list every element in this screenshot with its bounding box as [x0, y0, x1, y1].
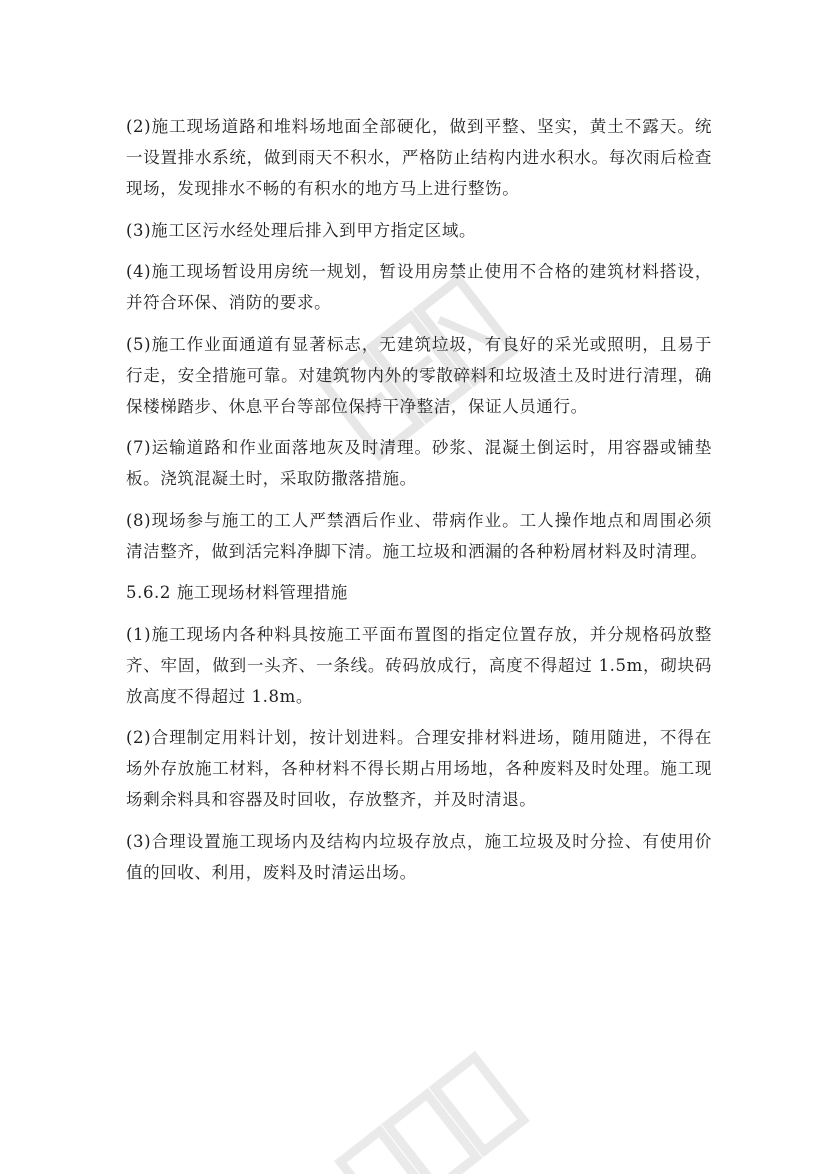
- paragraph-3: (3)施工区污水经处理后排入到甲方指定区域。: [126, 220, 477, 240]
- document-body: [126, 111, 712, 898]
- section-paragraph-1: (1)施工现场内各种料具按施工平面布置图的指定位置存放，并分规格码放整齐、牢固，做到一头齐、一条线。砖码放成行，高度不得超过 1.5m，砌块码放高度不得超过 1.8m。: [126, 624, 712, 706]
- paragraph-2: (2)施工现场道路和堆料场地面全部硬化，做到平整、坚实，黄土不露天。统一设置排水系统，做到雨天不积水，严格防止结构内进水积水。每次雨后检查现场，发现排水不畅的有积水的地方马上进行整饬。: [126, 117, 712, 198]
- section-paragraph-2: (2)合理制定用料计划，按计划进料。合理安排材料进场，随用随进，不得在场外存放施工材料，各种材料不得长期占用场地，各种废料及时处理。施工现场剩余料具和容器及时回收，存放整齐，并及时清退。: [126, 728, 712, 809]
- paragraph-7: (7)运输道路和作业面落地灰及时清理。砂浆、混凝土倒运时，用容器或铺垫板。浇筑混凝土时，采取防撒落措施。: [126, 438, 712, 488]
- paragraph-8: (8)现场参与施工的工人严禁酒后作业、带病作业。工人操作地点和周围必须清洁整齐，做到活完料净脚下清。施工垃圾和洒漏的各种粉屑材料及时清理。: [126, 510, 712, 561]
- section-paragraph-3: (3)合理设置施工现场内及结构内垃圾存放点，施工垃圾及时分捡、有使用价值的回收、利用，废料及时清运出场。: [126, 831, 712, 882]
- section-heading: 5.6.2 施工现场材料管理措施: [126, 583, 348, 602]
- paragraph-4: (4)施工现场暂设用房统一规划，暂设用房禁止使用不合格的建筑材料搭设，并符合环保、消防的要求。: [126, 262, 712, 312]
- watermark-icon: [323, 1039, 547, 1174]
- paragraph-5: (5)施工作业面通道有显著标志，无建筑垃圾，有良好的采光或照明，且易于行走，安全措施可靠。对建筑物内外的零散碎料和垃圾渣土及时进行清理，确保楼梯踏步、休息平台等部位保持干净整洁，保证人员通行。: [126, 334, 712, 416]
